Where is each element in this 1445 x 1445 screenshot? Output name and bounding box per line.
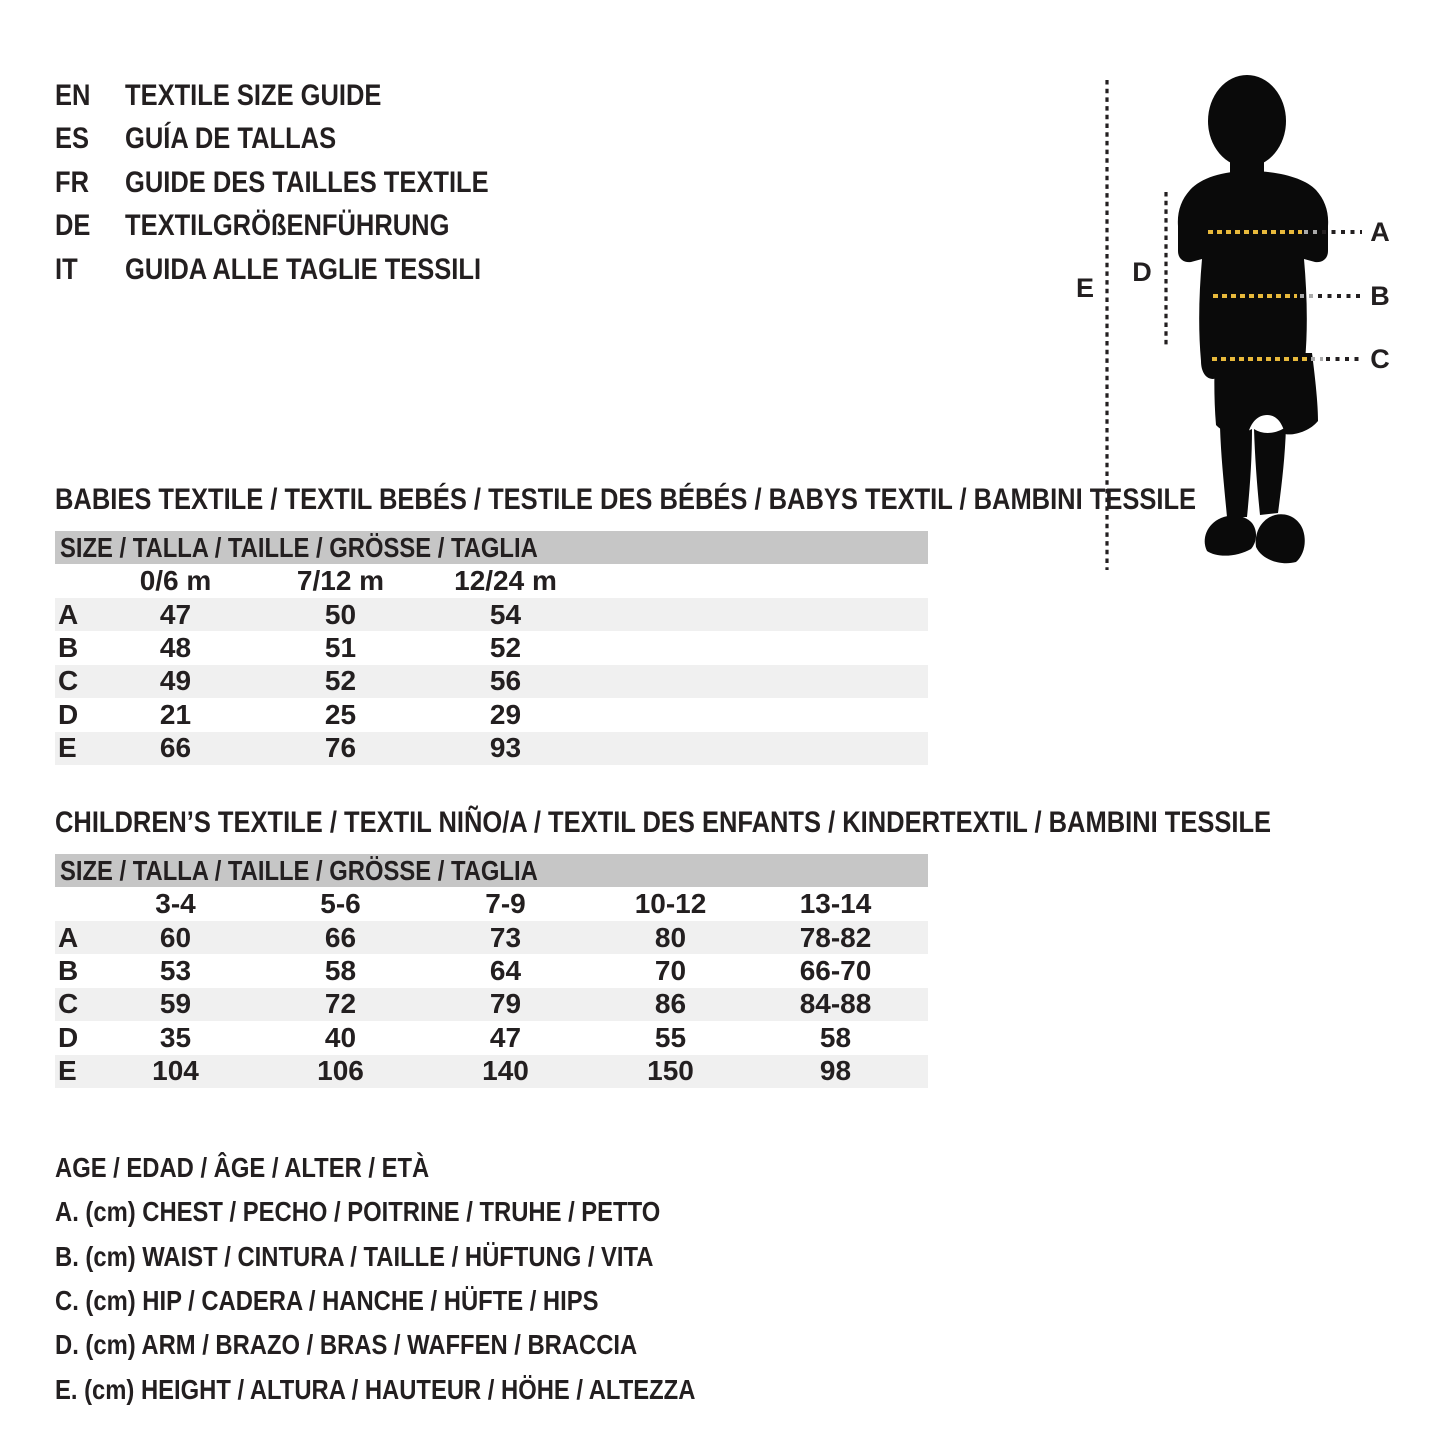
column-header: 3-4 — [155, 888, 196, 919]
language-row — [55, 161, 553, 205]
babies-size-table — [55, 564, 928, 765]
language-code: IT — [55, 252, 78, 286]
table-row — [55, 732, 928, 765]
table-cell: 64 — [489, 955, 522, 987]
table-cell: 59 — [159, 988, 192, 1020]
language-code: EN — [55, 78, 91, 112]
table-cell: 79 — [489, 988, 522, 1020]
table-cell: 52 — [489, 632, 522, 664]
language-code: FR — [55, 165, 89, 199]
row-label: D — [58, 698, 79, 730]
children-section-title — [55, 806, 1272, 840]
table-cell: 66 — [159, 732, 192, 764]
measurement-legend — [55, 1146, 808, 1412]
table-cell: 86 — [654, 988, 687, 1020]
row-label: E — [58, 732, 77, 764]
language-title: GUIDE DES TAILLES TEXTILE — [125, 165, 489, 199]
table-cell: 29 — [489, 698, 522, 730]
table-cell: 70 — [654, 955, 687, 987]
table-cell: 150 — [647, 1055, 694, 1087]
language-title-block — [55, 74, 553, 292]
legend-line — [55, 1367, 808, 1411]
column-header: 7/12 m — [296, 565, 385, 596]
table-cell: 51 — [324, 632, 357, 664]
row-label: C — [58, 988, 79, 1020]
table-cell: 50 — [324, 598, 357, 630]
row-label: C — [58, 665, 79, 697]
table-cell: 98 — [819, 1055, 852, 1087]
table-cell: 40 — [324, 1021, 357, 1053]
label-chest: A — [1370, 217, 1390, 247]
table-cell: 49 — [159, 665, 192, 697]
table-cell: 53 — [159, 955, 192, 987]
legend-line-text: A. (cm) CHEST / PECHO / POITRINE / TRUHE / PETTO — [55, 1196, 661, 1228]
children-textile-section — [55, 806, 1272, 1088]
table-cell: 60 — [159, 921, 192, 953]
table-cell: 66 — [324, 921, 357, 953]
legend-line — [55, 1323, 808, 1367]
table-cell: 21 — [159, 698, 192, 730]
row-label: D — [58, 1021, 79, 1053]
language-row — [55, 118, 553, 162]
table-cell: 66-70 — [799, 955, 872, 987]
table-row — [55, 988, 928, 1021]
column-header: 12/24 m — [454, 565, 557, 596]
legend-line — [55, 1146, 808, 1190]
table-cell: 106 — [317, 1055, 364, 1087]
row-label: B — [58, 632, 79, 664]
row-label: E — [58, 1055, 77, 1087]
babies-size-header-band — [55, 531, 928, 564]
table-cell: 54 — [489, 598, 522, 630]
row-label: A — [58, 598, 79, 630]
legend-line — [55, 1279, 808, 1323]
legend-line — [55, 1235, 808, 1279]
column-header: 13-14 — [799, 888, 872, 919]
table-row — [55, 1021, 928, 1054]
children-size-header-text: SIZE / TALLA / TAILLE / GRÖSSE / TAGLIA — [60, 854, 538, 886]
column-header: 7-9 — [485, 888, 526, 919]
row-label: B — [58, 955, 79, 987]
language-title: GUÍA DE TALLAS — [125, 122, 337, 156]
table-cell: 104 — [152, 1055, 199, 1087]
table-cell: 52 — [324, 665, 357, 697]
language-row — [55, 248, 553, 292]
table-row — [55, 631, 928, 664]
language-title: TEXTILE SIZE GUIDE — [125, 78, 382, 112]
column-header-row — [55, 887, 928, 921]
table-cell: 140 — [482, 1055, 529, 1087]
table-row — [55, 598, 928, 631]
table-row — [55, 698, 928, 731]
legend-line-text: C. (cm) HIP / CADERA / HANCHE / HÜFTE / HIPS — [55, 1285, 599, 1317]
table-cell: 76 — [324, 732, 357, 764]
child-silhouette — [1178, 75, 1328, 563]
language-code: ES — [55, 122, 90, 156]
table-cell: 35 — [159, 1021, 192, 1053]
legend-line-text: E. (cm) HEIGHT / ALTURA / HAUTEUR / HÖHE / ALTEZZA — [55, 1373, 696, 1405]
legend-line — [55, 1190, 808, 1234]
table-cell: 58 — [819, 1021, 852, 1053]
language-row — [55, 205, 553, 249]
table-cell: 84-88 — [799, 988, 872, 1020]
table-cell: 47 — [159, 598, 192, 630]
table-row — [55, 1055, 928, 1088]
column-header: 5-6 — [320, 888, 361, 919]
legend-line-text: AGE / EDAD / ÂGE / ALTER / ETÀ — [55, 1152, 430, 1184]
language-title: TEXTILGRÖßENFÜHRUNG — [125, 209, 450, 243]
language-row — [55, 74, 553, 118]
column-header-row — [55, 564, 928, 598]
babies-section-title — [55, 483, 1197, 517]
table-cell: 48 — [159, 632, 192, 664]
table-cell: 58 — [324, 955, 357, 987]
table-cell: 80 — [654, 921, 687, 953]
column-header: 10-12 — [634, 888, 707, 919]
label-waist: B — [1370, 281, 1390, 311]
babies-size-header-text: SIZE / TALLA / TAILLE / GRÖSSE / TAGLIA — [60, 531, 538, 563]
table-cell: 93 — [489, 732, 522, 764]
language-title: GUIDA ALLE TAGLIE TESSILI — [125, 252, 482, 286]
table-row — [55, 954, 928, 987]
table-cell: 47 — [489, 1021, 522, 1053]
language-code: DE — [55, 209, 91, 243]
label-arm: D — [1132, 257, 1152, 287]
children-size-table — [55, 887, 928, 1088]
label-hip: C — [1370, 344, 1390, 374]
row-label: A — [58, 921, 79, 953]
legend-line-text: B. (cm) WAIST / CINTURA / TAILLE / HÜFTUNG / VITA — [55, 1240, 654, 1272]
label-height: E — [1075, 273, 1095, 303]
column-header: 0/6 m — [139, 565, 212, 596]
table-row — [55, 665, 928, 698]
children-size-header-band — [55, 854, 928, 887]
children-section-title-text: CHILDREN’S TEXTILE / TEXTIL NIÑO/A / TEXTIL DES ENFANTS / KINDERTEXTIL / BAMBINI TESSILE — [55, 806, 1272, 839]
table-cell: 78-82 — [799, 921, 872, 953]
table-cell: 25 — [324, 698, 357, 730]
babies-textile-section — [55, 483, 1197, 765]
table-cell: 55 — [654, 1021, 687, 1053]
legend-line-text: D. (cm) ARM / BRAZO / BRAS / WAFFEN / BRACCIA — [55, 1329, 638, 1361]
table-cell: 73 — [489, 921, 522, 953]
table-row — [55, 921, 928, 954]
babies-section-title-text: BABIES TEXTILE / TEXTIL BEBÉS / TESTILE DES BÉBÉS / BABYS TEXTIL / BAMBINI TESSILE — [55, 483, 1197, 516]
table-cell: 72 — [324, 988, 357, 1020]
table-cell: 56 — [489, 665, 522, 697]
